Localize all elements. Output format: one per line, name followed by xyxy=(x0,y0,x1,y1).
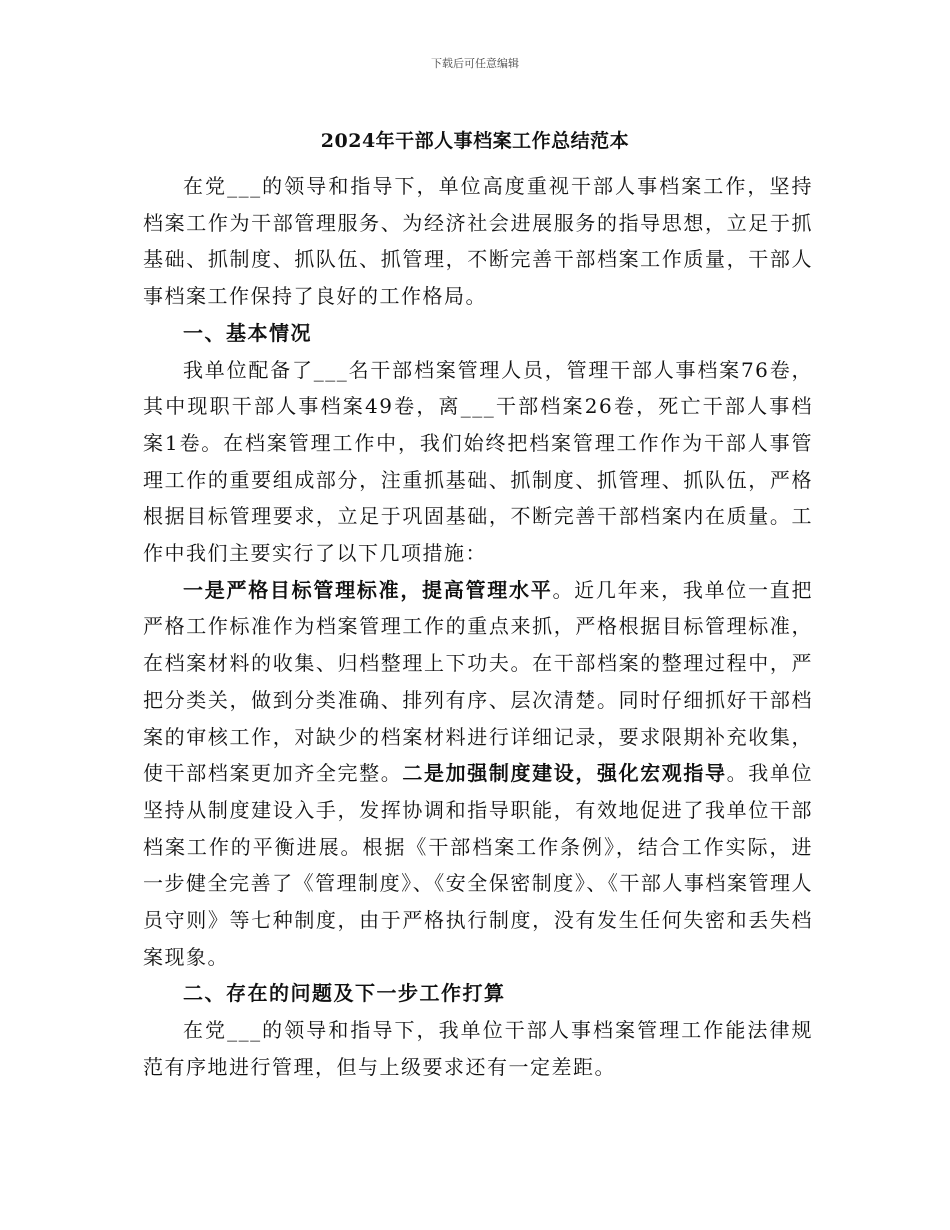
section-heading-basic-situation: 一、基本情况 xyxy=(183,320,312,345)
problems-paragraph: 在党___的领导和指导下，我单位干部人事档案管理工作能法律规范有序地进行管理，但与上级要求还有一定差距。 xyxy=(143,1018,813,1079)
measure-one-text: 。近几年来，我单位一直把严格工作标准作为档案管理工作的重点来抓，严格根据目标管理标准，在档案材料的收集、归档整理上下功夫。在干部档案的整理过程中，严把分类关，做到分类准确、排列有序、层次清楚。同时仔细抓好干部档案的审核工作，对缺少的档案材料进行详细记录，要求限期补充收集，使干部档案更加齐全完整。 xyxy=(143,577,814,786)
section-heading-problems: 二、存在的问题及下一步工作打算 xyxy=(183,981,506,1006)
basic-situation-paragraph: 我单位配备了___名干部档案管理人员，管理干部人事档案76卷，其中现职干部人事档案49卷，离___干部档案26卷，死亡干部人事档案1卷。在档案管理工作中，我们始终把档案管理工作作为干部人事管理工作的重要组成部分，注重抓基础、抓制度、抓管理、抓队伍，严格根据目标管理要求，立足于巩固基础，不断完善干部档案内在质量。工作中我们主要实行了以下几项措施： xyxy=(143,357,813,566)
measures-paragraph xyxy=(143,572,813,976)
measure-two-heading: 二是加强制度建设，强化宏观指导 xyxy=(402,761,727,786)
header-note: 下载后可任意编辑 xyxy=(431,57,519,70)
document-title: 2024年干部人事档案工作总结范本 xyxy=(320,130,630,152)
measure-one-heading: 一是严格目标管理标准，提高管理水平 xyxy=(183,577,553,602)
intro-paragraph: 在党___的领导和指导下，单位高度重视干部人事档案工作，坚持档案工作为干部管理服务、为经济社会进展服务的指导思想，立足于抓基础、抓制度、抓队伍、抓管理，不断完善干部档案工作质量，干部人事档案工作保持了良好的工作格局。 xyxy=(143,174,813,309)
measure-two-text: 。我单位坚持从制度建设入手，发挥协调和指导职能，有效地促进了我单位干部档案工作的平衡进展。根据《干部档案工作条例》，结合工作实际，进一步健全完善了《管理制度》、《安全保密制度》、《干部人事档案管理人员守则》等七种制度，由于严格执行制度，没有发生任何失密和丢失档案现象。 xyxy=(143,761,814,969)
document-body xyxy=(143,168,813,1086)
